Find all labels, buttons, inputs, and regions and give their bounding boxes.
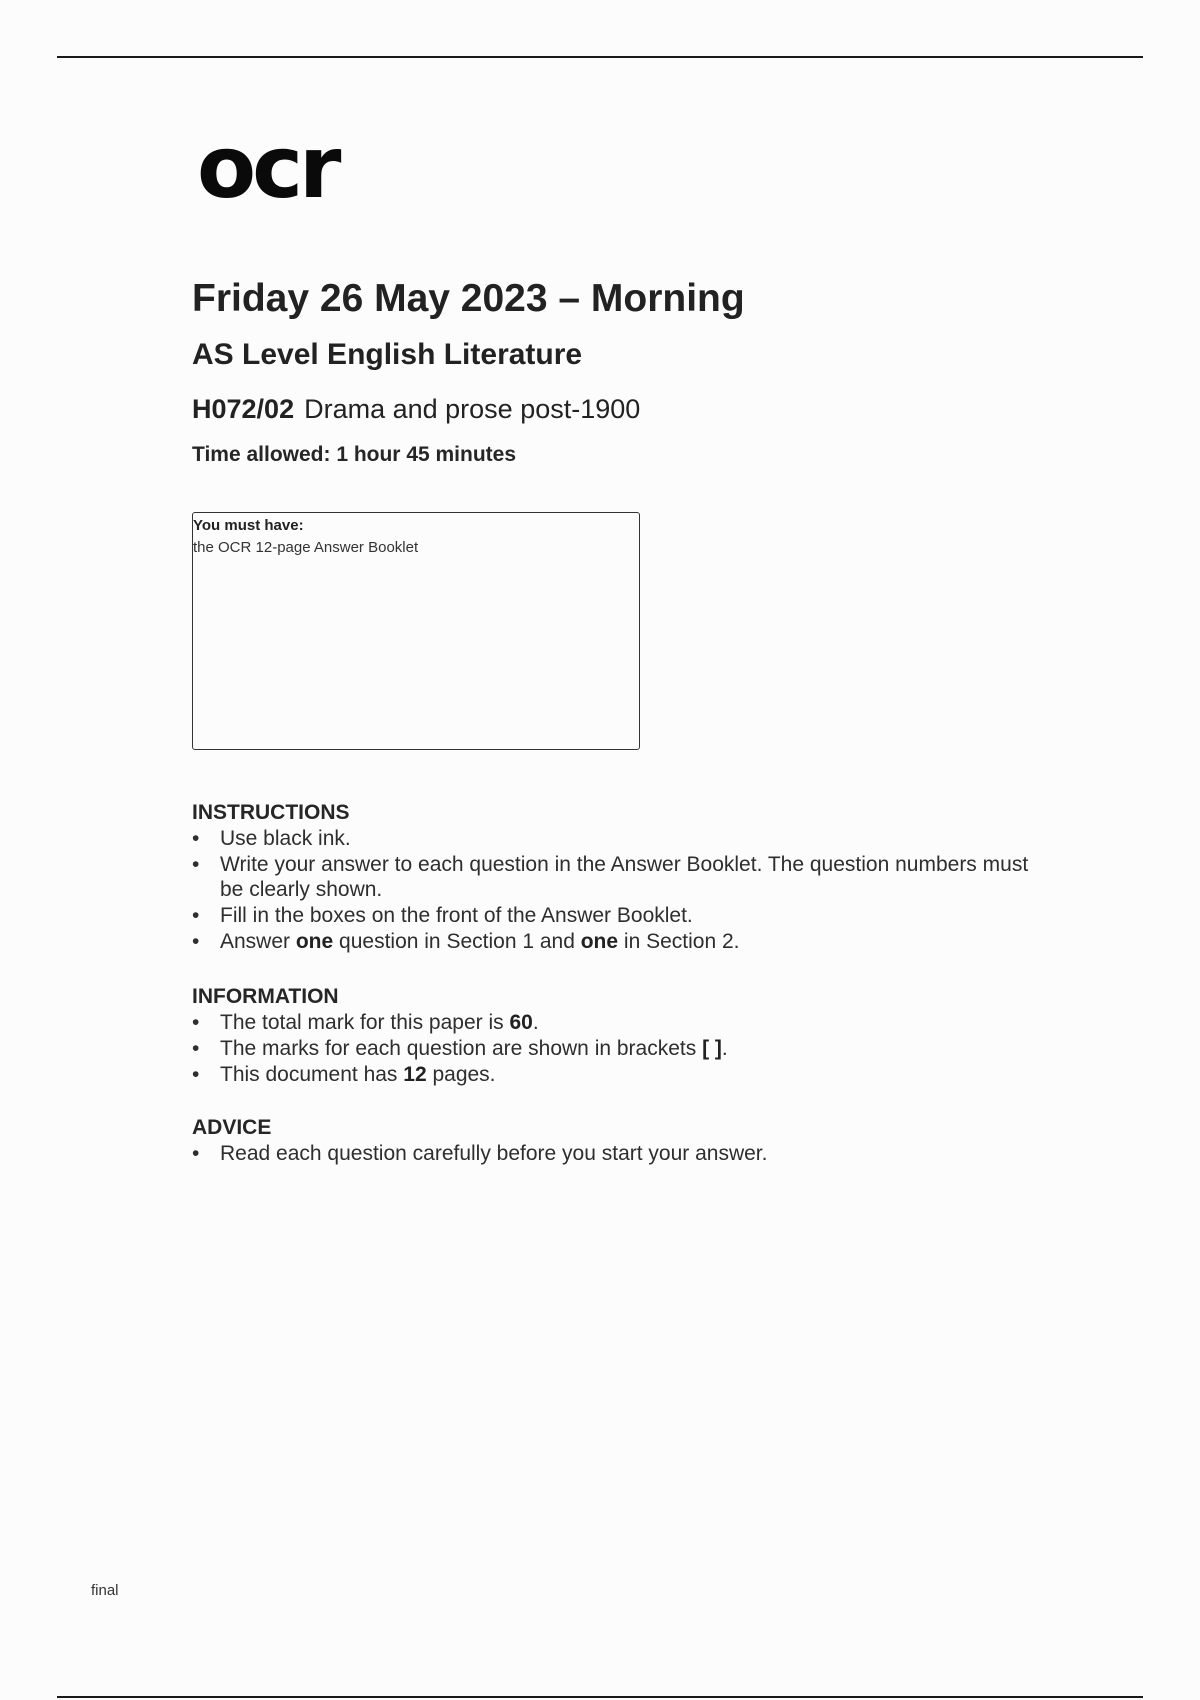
- list-item: [192, 826, 1052, 851]
- list-item: [192, 852, 1052, 902]
- list-item: [192, 903, 1052, 928]
- advice-heading: ADVICE: [192, 1116, 272, 1139]
- emphasis-text: 60: [509, 1011, 533, 1034]
- list-item-text: pages.: [426, 1063, 496, 1086]
- top-rule: [57, 56, 1143, 58]
- emphasis-text: one: [295, 930, 334, 953]
- bottom-rule: [57, 1696, 1143, 1698]
- advice-list: [192, 1141, 1052, 1166]
- emphasis-text: one: [580, 930, 619, 953]
- bullet-icon: •: [192, 1037, 200, 1060]
- list-item-text: The total mark for this paper is: [220, 1011, 510, 1034]
- list-item: [192, 1010, 1052, 1035]
- time-allowed: Time allowed: 1 hour 45 minutes: [192, 443, 517, 466]
- list-item-text: Read each question carefully before you start your answer.: [220, 1142, 768, 1165]
- list-item-text: in Section 2.: [618, 930, 740, 953]
- instructions-section: [192, 800, 1052, 955]
- paper-code: H072/02: [192, 394, 295, 424]
- advice-section: [192, 1115, 1052, 1167]
- instructions-heading: INSTRUCTIONS: [192, 801, 350, 824]
- emphasis-text: 12: [403, 1063, 427, 1086]
- emphasis-text: [ ]: [702, 1037, 722, 1060]
- list-item-text: Write your answer to each question in the Answer Booklet. The question numbers must be clearly shown.: [220, 853, 1029, 901]
- information-list: [192, 1010, 1052, 1087]
- list-item-text: Answer: [220, 930, 296, 953]
- bullet-icon: •: [192, 1011, 200, 1034]
- list-item-text: Use black ink.: [220, 827, 351, 850]
- list-item-text: The marks for each question are shown in brackets: [220, 1037, 703, 1060]
- exam-date-title: Friday 26 May 2023 – Morning: [192, 277, 745, 320]
- paper-title: Drama and prose post-1900: [304, 394, 641, 424]
- instructions-list: [192, 826, 1052, 954]
- list-item-text: .: [532, 1011, 539, 1034]
- bullet-icon: •: [192, 904, 200, 927]
- paper-code-line: [192, 396, 640, 423]
- list-item: [192, 1141, 1052, 1166]
- list-item-text: .: [721, 1037, 728, 1060]
- list-item: [192, 929, 1052, 954]
- bullet-icon: •: [192, 1063, 200, 1086]
- must-have-item: the OCR 12-page Answer Booklet: [193, 539, 419, 556]
- bullet-icon: •: [192, 827, 200, 850]
- must-have-heading: You must have:: [193, 517, 304, 534]
- list-item-text: question in Section 1 and: [333, 930, 581, 953]
- must-have-box: [192, 512, 640, 750]
- exam-subject: AS Level English Literature: [192, 338, 583, 371]
- list-item: [192, 1036, 1052, 1061]
- information-section: [192, 984, 1052, 1088]
- ocr-logo: ocr: [197, 118, 338, 218]
- bullet-icon: •: [192, 1142, 200, 1165]
- list-item: [192, 1062, 1052, 1087]
- list-item-text: Fill in the boxes on the front of the Answer Booklet.: [220, 904, 693, 927]
- footer-note: final: [91, 1582, 119, 1599]
- bullet-icon: •: [192, 930, 200, 953]
- information-heading: INFORMATION: [192, 985, 339, 1008]
- bullet-icon: •: [192, 853, 200, 876]
- list-item-text: This document has: [220, 1063, 404, 1086]
